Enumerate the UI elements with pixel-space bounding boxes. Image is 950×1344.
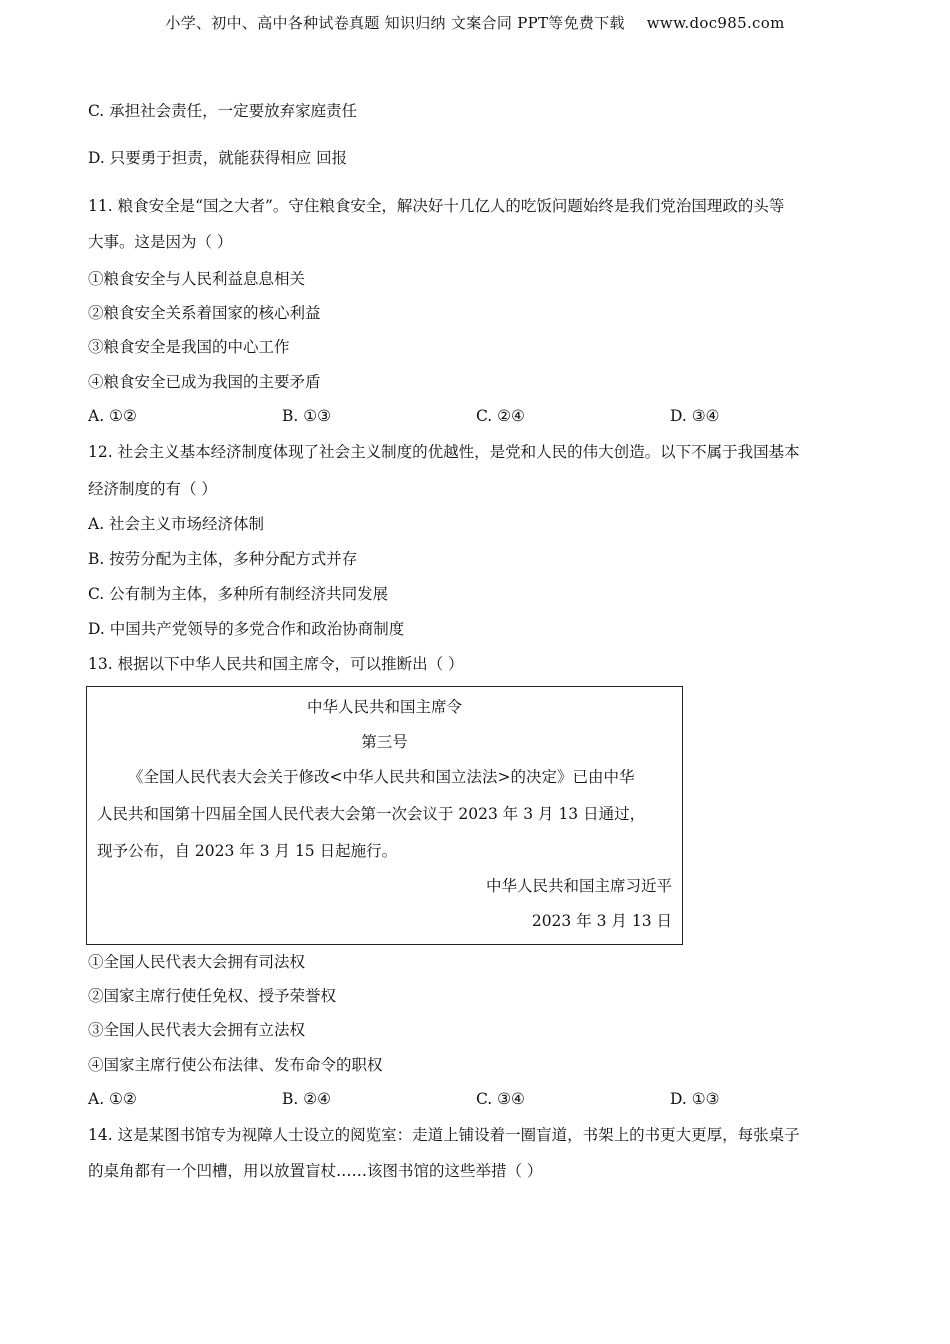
q11-item-2: ②粮食安全关系着国家的核心利益: [88, 304, 321, 322]
q12-stem-line1: 12. 社会主义基本经济制度体现了社会主义制度的优越性，是党和人民的伟大创造。以下不属于我国基本: [88, 443, 800, 461]
header-text: 小学、初中、高中各种试卷真题 知识归纳 文案合同 PPT等免费下载: [165, 14, 625, 32]
decree-title: 中华人民共和国主席令: [306, 698, 462, 716]
q13-choice-c: C. ③④: [476, 1090, 525, 1108]
decree-body-line1: 《全国人民代表大会关于修改<中华人民共和国立法法>的决定》已由中华: [128, 768, 635, 786]
q13-choices: [88, 1089, 788, 1109]
q12-option-c: C. 公有制为主体，多种所有制经济共同发展: [88, 585, 389, 603]
q11-choices: [88, 406, 788, 426]
q10-option-c: C. 承担社会责任，一定要放弃家庭责任: [88, 102, 358, 120]
decree-body-line2: 人民共和国第十四届全国人民代表大会第一次会议于 2023 年 3 月 13 日通过，: [97, 805, 646, 823]
header-site-link[interactable]: www.doc985.com: [646, 14, 785, 32]
q13-item-4: ④国家主席行使公布法律、发布命令的职权: [88, 1056, 383, 1074]
q10-option-d: D. 只要勇于担责，就能获得相应 回报: [88, 149, 348, 167]
q13-item-2: ②国家主席行使任免权、授予荣誉权: [88, 987, 337, 1005]
q11-choice-b: B. ①③: [282, 407, 332, 425]
q14-stem-line1: 14. 这是某图书馆专为视障人士设立的阅览室：走道上铺设着一圈盲道，书架上的书更大更厚，每张桌子: [88, 1126, 800, 1144]
q11-item-1: ①粮食安全与人民利益息息相关: [88, 270, 306, 288]
q12-option-d: D. 中国共产党领导的多党合作和政治协商制度: [88, 620, 405, 638]
q13-item-1: ①全国人民代表大会拥有司法权: [88, 953, 306, 971]
q11-stem-line2: 大事。这是因为（ ）: [88, 233, 233, 251]
q13-item-3: ③全国人民代表大会拥有立法权: [88, 1021, 306, 1039]
q13-stem: 13. 根据以下中华人民共和国主席令，可以推断出（ ）: [88, 655, 464, 673]
q11-stem-line1: 11. 粮食安全是“国之大者”。守住粮食安全，解决好十几亿人的吃饭问题始终是我们党治国理政的头等: [88, 197, 785, 215]
decree-box: [86, 686, 683, 945]
decree-signature: 中华人民共和国主席习近平: [485, 877, 672, 895]
decree-body-line3: 现予公布，自 2023 年 3 月 15 日起施行。: [97, 842, 398, 860]
decree-date: 2023 年 3 月 13 日: [531, 912, 672, 930]
q11-item-3: ③粮食安全是我国的中心工作: [88, 338, 290, 356]
q12-stem-line2: 经济制度的有（ ）: [88, 480, 217, 498]
q12-option-a: A. 社会主义市场经济体制: [88, 515, 265, 533]
q14-stem-line2: 的桌角都有一个凹槽，用以放置盲杖……该图书馆的这些举措（ ）: [88, 1162, 543, 1180]
q11-item-4: ④粮食安全已成为我国的主要矛盾: [88, 373, 321, 391]
q11-choice-a: A. ①②: [88, 407, 137, 425]
q12-option-b: B. 按劳分配为主体，多种分配方式并存: [88, 550, 358, 568]
q13-choice-a: A. ①②: [88, 1090, 137, 1108]
q13-choice-d: D. ①③: [670, 1090, 720, 1108]
q11-choice-c: C. ②④: [476, 407, 525, 425]
q13-choice-b: B. ②④: [282, 1090, 332, 1108]
page-header: [0, 12, 950, 33]
decree-number: 第三号: [361, 733, 408, 751]
q11-choice-d: D. ③④: [670, 407, 720, 425]
